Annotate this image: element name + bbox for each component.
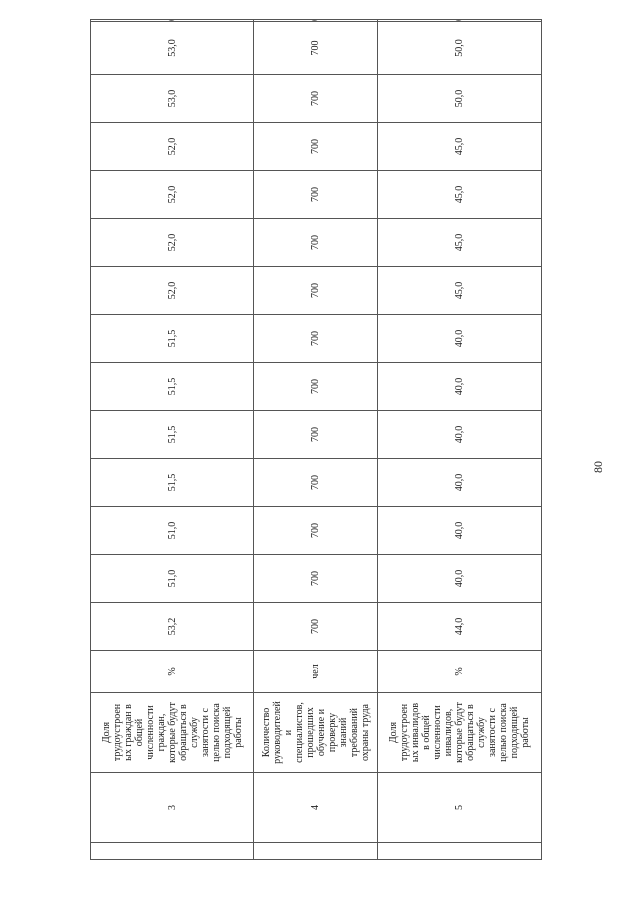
page-number: 80 xyxy=(591,461,605,473)
left-margin-cell xyxy=(254,843,378,860)
value-cell: 700 xyxy=(254,603,378,651)
table-row xyxy=(254,20,378,860)
row-number: 4 xyxy=(254,773,378,843)
value-cell: 700 xyxy=(254,22,378,75)
indicator-name: Доля трудоустроен ых граждан в общей численности граждан, которые будут обращаться в службу занятости с целью поиска подходящей работы xyxy=(91,693,254,773)
value-cell: 50,0 xyxy=(378,75,542,123)
table-row xyxy=(91,20,254,860)
row-number: 3 xyxy=(91,773,254,843)
value-cell: 40,0 xyxy=(378,315,542,363)
value-cell: 700 xyxy=(254,315,378,363)
unit-cell: чел xyxy=(254,651,378,693)
value-cell: 700 xyxy=(254,555,378,603)
value-cell: 53,2 xyxy=(91,603,254,651)
value-cell: 53,0 xyxy=(91,22,254,75)
value-cell: 52,0 xyxy=(91,267,254,315)
value-cell: 700 xyxy=(254,411,378,459)
value-cell: 40,0 xyxy=(378,411,542,459)
row-number: 5 xyxy=(378,773,542,843)
value-cell: 51,5 xyxy=(91,411,254,459)
value-cell: 700 xyxy=(254,123,378,171)
indicator-name: Количество руководителей и специалистов, прошедших обучение и проверку знаний требований охраны труда xyxy=(254,693,378,773)
left-margin-cell xyxy=(378,843,542,860)
value-cell: 52,0 xyxy=(91,219,254,267)
value-cell: 700 xyxy=(254,363,378,411)
value-cell: 45,0 xyxy=(378,267,542,315)
value-cell: 51,5 xyxy=(91,363,254,411)
value-cell: 50,0 xyxy=(378,22,542,75)
value-cell: 40,0 xyxy=(378,363,542,411)
rotated-table-container xyxy=(90,39,538,860)
table-row xyxy=(378,20,542,860)
indicator-name: Доля трудоустроен ых инвалидов в общей численности инвалидов, которые будут обращаться в службу занятости с целью поиска подходящей работы xyxy=(378,693,542,773)
value-cell: 51,5 xyxy=(91,459,254,507)
value-cell: 45,0 xyxy=(378,171,542,219)
value-cell: 700 xyxy=(254,171,378,219)
value-cell: 40,0 xyxy=(378,507,542,555)
value-cell: 52,0 xyxy=(91,123,254,171)
value-cell: 40,0 xyxy=(378,459,542,507)
value-cell: 51,0 xyxy=(91,555,254,603)
value-cell: 52,0 xyxy=(91,171,254,219)
value-cell: 51,5 xyxy=(91,315,254,363)
value-cell xyxy=(254,20,378,22)
value-cell: 700 xyxy=(254,459,378,507)
value-cell: 700 xyxy=(254,219,378,267)
value-cell: 700 xyxy=(254,267,378,315)
value-cell: 40,0 xyxy=(378,555,542,603)
indicators-table xyxy=(90,19,542,860)
value-cell: 45,0 xyxy=(378,123,542,171)
value-cell: 53,0 xyxy=(91,75,254,123)
value-cell xyxy=(91,20,254,22)
unit-cell: % xyxy=(378,651,542,693)
value-cell: 45,0 xyxy=(378,219,542,267)
value-cell: 44,0 xyxy=(378,603,542,651)
value-cell: 51,0 xyxy=(91,507,254,555)
left-margin-cell xyxy=(91,843,254,860)
value-cell: 700 xyxy=(254,507,378,555)
value-cell: 700 xyxy=(254,75,378,123)
unit-cell: % xyxy=(91,651,254,693)
value-cell xyxy=(378,20,542,22)
